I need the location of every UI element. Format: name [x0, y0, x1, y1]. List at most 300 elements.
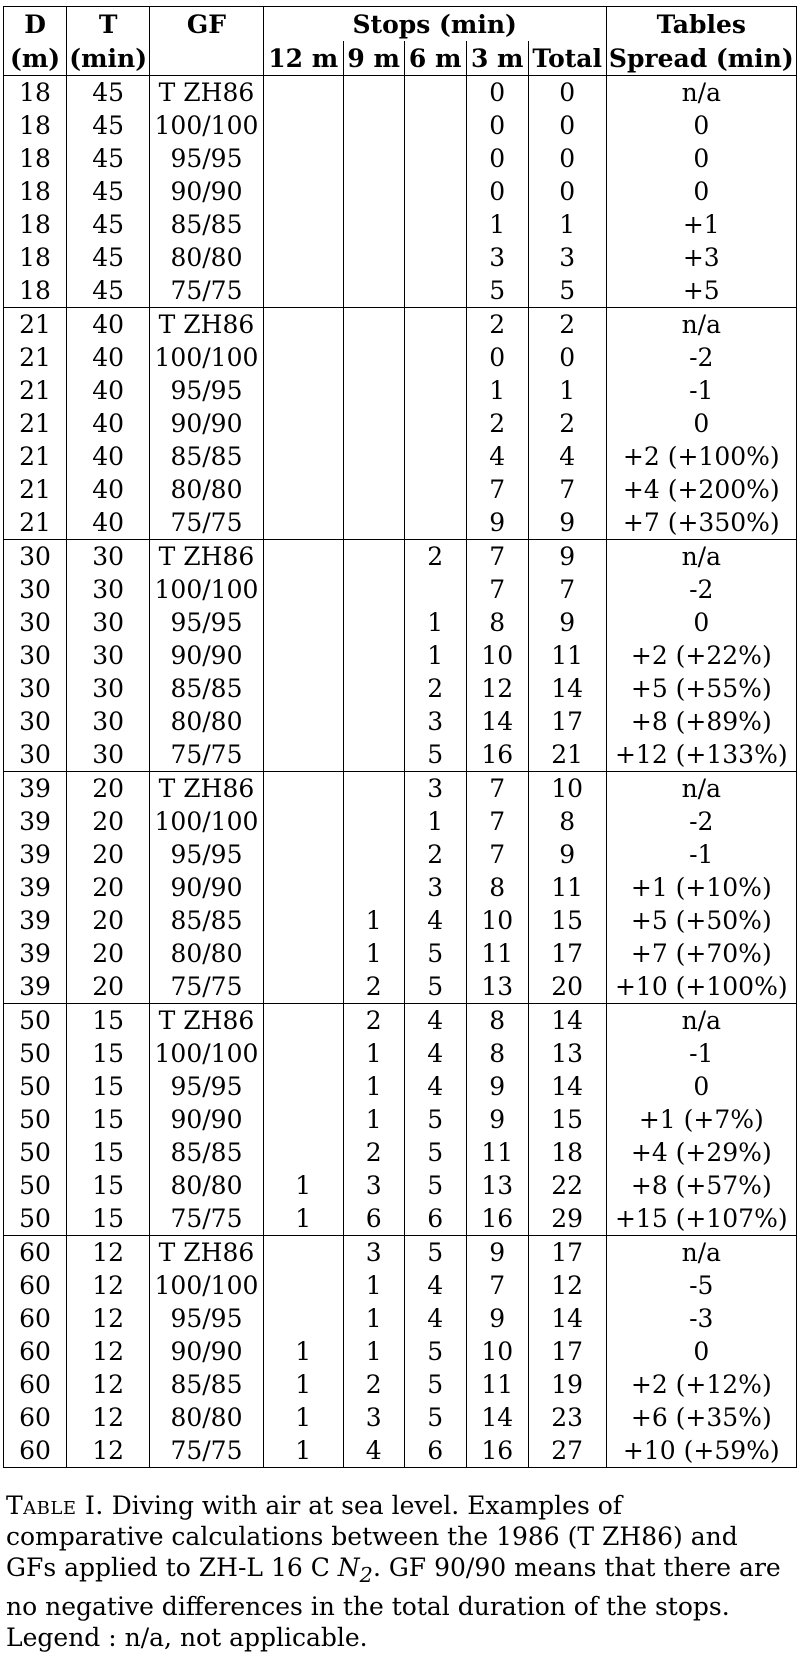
cell-spread: 0: [606, 407, 796, 440]
cell-stop-12m: [263, 374, 343, 407]
header-time: T: [67, 7, 150, 42]
cell-time: 40: [67, 440, 150, 473]
cell-time: 20: [67, 871, 150, 904]
cell-time: 12: [67, 1269, 150, 1302]
table-row: [4, 1335, 797, 1368]
cell-stop-12m: [263, 1236, 343, 1270]
cell-stop-6m: [404, 341, 466, 374]
cell-time: 12: [67, 1401, 150, 1434]
cell-stop-3m: 16: [466, 1434, 528, 1468]
cell-stop-3m: 8: [466, 871, 528, 904]
cell-stop-12m: [263, 208, 343, 241]
table-row: [4, 142, 797, 175]
cell-stop-9m: 2: [343, 970, 404, 1004]
caption-text-before: Diving with air at sea level. Examples of comparative calculations between the 1986 (T ZH86) and GFs applied to ZH-L 16 C: [6, 1491, 738, 1582]
cell-stop-9m: [343, 208, 404, 241]
table-body: [4, 76, 797, 1468]
cell-stop-9m: [343, 705, 404, 738]
cell-total: 11: [528, 871, 606, 904]
cell-stop-12m: [263, 639, 343, 672]
cell-stop-9m: [343, 341, 404, 374]
cell-gf: T ZH86: [150, 772, 264, 806]
table-row: [4, 1004, 797, 1038]
cell-stop-12m: 1: [263, 1434, 343, 1468]
cell-gf: 100/100: [150, 1037, 264, 1070]
cell-stop-3m: 7: [466, 473, 528, 506]
cell-stop-3m: 9: [466, 1302, 528, 1335]
cell-stop-3m: 16: [466, 738, 528, 772]
cell-stop-6m: 3: [404, 705, 466, 738]
cell-stop-12m: [263, 871, 343, 904]
header-stop-3m: 3 m: [466, 41, 528, 76]
cell-depth: 50: [4, 1202, 67, 1236]
cell-total: 20: [528, 970, 606, 1004]
cell-depth: 21: [4, 374, 67, 407]
cell-gf: 85/85: [150, 208, 264, 241]
cell-total: 14: [528, 1004, 606, 1038]
cell-stop-3m: 9: [466, 506, 528, 540]
table-row: [4, 1070, 797, 1103]
cell-depth: 39: [4, 838, 67, 871]
table-row: [4, 175, 797, 208]
cell-depth: 21: [4, 440, 67, 473]
cell-gf: 75/75: [150, 506, 264, 540]
cell-total: 9: [528, 606, 606, 639]
cell-total: 1: [528, 374, 606, 407]
cell-gf: 95/95: [150, 142, 264, 175]
cell-depth: 50: [4, 1037, 67, 1070]
cell-gf: T ZH86: [150, 76, 264, 110]
cell-stop-12m: [263, 1037, 343, 1070]
cell-total: 13: [528, 1037, 606, 1070]
cell-spread: +5: [606, 274, 796, 308]
cell-time: 30: [67, 606, 150, 639]
cell-stop-3m: 14: [466, 1401, 528, 1434]
table-row: [4, 573, 797, 606]
cell-stop-12m: [263, 672, 343, 705]
table-row: [4, 1269, 797, 1302]
cell-stop-6m: 5: [404, 1335, 466, 1368]
cell-stop-3m: 7: [466, 540, 528, 574]
cell-depth: 21: [4, 506, 67, 540]
cell-stop-6m: 5: [404, 970, 466, 1004]
cell-stop-3m: 3: [466, 241, 528, 274]
cell-depth: 21: [4, 341, 67, 374]
cell-spread: n/a: [606, 1236, 796, 1270]
cell-stop-9m: [343, 573, 404, 606]
table-row: [4, 606, 797, 639]
header-spread: Spread (min): [606, 41, 796, 76]
table-row: [4, 1401, 797, 1434]
cell-spread: +2 (+100%): [606, 440, 796, 473]
table-container: [3, 6, 797, 1468]
cell-total: 14: [528, 1302, 606, 1335]
cell-gf: 100/100: [150, 109, 264, 142]
cell-total: 17: [528, 1236, 606, 1270]
cell-spread: 0: [606, 142, 796, 175]
cell-stop-3m: 1: [466, 374, 528, 407]
cell-stop-9m: 3: [343, 1169, 404, 1202]
cell-depth: 21: [4, 308, 67, 342]
cell-time: 12: [67, 1368, 150, 1401]
cell-stop-12m: [263, 308, 343, 342]
cell-gf: 75/75: [150, 738, 264, 772]
table-row: [4, 738, 797, 772]
cell-stop-12m: 1: [263, 1169, 343, 1202]
cell-spread: +2 (+12%): [606, 1368, 796, 1401]
cell-stop-9m: [343, 738, 404, 772]
table-row: [4, 1202, 797, 1236]
cell-spread: +10 (+59%): [606, 1434, 796, 1468]
cell-time: 15: [67, 1004, 150, 1038]
cell-depth: 30: [4, 738, 67, 772]
cell-stop-6m: [404, 573, 466, 606]
cell-gf: 80/80: [150, 705, 264, 738]
cell-stop-6m: 5: [404, 1169, 466, 1202]
cell-stop-6m: 1: [404, 606, 466, 639]
cell-stop-3m: 14: [466, 705, 528, 738]
cell-stop-12m: 1: [263, 1368, 343, 1401]
cell-time: 20: [67, 838, 150, 871]
table-row: [4, 109, 797, 142]
cell-spread: +5 (+55%): [606, 672, 796, 705]
cell-stop-6m: 4: [404, 1037, 466, 1070]
cell-stop-9m: 1: [343, 1302, 404, 1335]
table-row: [4, 374, 797, 407]
caption-text-after: . GF 90/90 means that there are no negative differences in the total duration of the stops. Legend : n/a, not applicable.: [6, 1553, 781, 1652]
cell-spread: +1 (+7%): [606, 1103, 796, 1136]
cell-stop-9m: 6: [343, 1202, 404, 1236]
cell-stop-9m: 1: [343, 1070, 404, 1103]
cell-gf: 90/90: [150, 1103, 264, 1136]
cell-depth: 30: [4, 672, 67, 705]
cell-total: 11: [528, 639, 606, 672]
cell-total: 19: [528, 1368, 606, 1401]
cell-total: 29: [528, 1202, 606, 1236]
cell-depth: 18: [4, 109, 67, 142]
table-row: [4, 1236, 797, 1270]
cell-stop-3m: 2: [466, 407, 528, 440]
cell-total: 2: [528, 407, 606, 440]
cell-stop-3m: 5: [466, 274, 528, 308]
cell-stop-12m: 1: [263, 1401, 343, 1434]
cell-spread: 0: [606, 109, 796, 142]
cell-stop-6m: [404, 76, 466, 110]
cell-stop-12m: [263, 772, 343, 806]
cell-total: 21: [528, 738, 606, 772]
cell-spread: +4 (+29%): [606, 1136, 796, 1169]
header-depth: D: [4, 7, 67, 42]
cell-depth: 39: [4, 772, 67, 806]
cell-stop-9m: [343, 506, 404, 540]
table-row: [4, 639, 797, 672]
cell-stop-9m: [343, 838, 404, 871]
cell-stop-9m: [343, 805, 404, 838]
cell-depth: 50: [4, 1169, 67, 1202]
cell-stop-12m: [263, 241, 343, 274]
cell-gf: 100/100: [150, 341, 264, 374]
cell-stop-6m: [404, 142, 466, 175]
cell-stop-9m: [343, 274, 404, 308]
cell-stop-9m: [343, 109, 404, 142]
cell-spread: +4 (+200%): [606, 473, 796, 506]
cell-spread: +8 (+89%): [606, 705, 796, 738]
cell-stop-6m: 5: [404, 738, 466, 772]
cell-total: 5: [528, 274, 606, 308]
cell-stop-3m: 13: [466, 970, 528, 1004]
header-tables: Tables: [606, 7, 796, 42]
table-row: [4, 1302, 797, 1335]
cell-time: 45: [67, 175, 150, 208]
cell-gf: 95/95: [150, 374, 264, 407]
cell-stop-9m: [343, 374, 404, 407]
cell-stop-6m: [404, 241, 466, 274]
cell-total: 1: [528, 208, 606, 241]
cell-spread: n/a: [606, 308, 796, 342]
cell-stop-12m: [263, 1302, 343, 1335]
cell-stop-9m: 1: [343, 1037, 404, 1070]
cell-gf: 90/90: [150, 407, 264, 440]
cell-gf: 85/85: [150, 1368, 264, 1401]
cell-spread: +2 (+22%): [606, 639, 796, 672]
cell-stop-12m: [263, 274, 343, 308]
cell-stop-12m: [263, 1136, 343, 1169]
cell-gf: 100/100: [150, 805, 264, 838]
table-row: [4, 937, 797, 970]
table-row: [4, 506, 797, 540]
cell-stop-6m: 5: [404, 1236, 466, 1270]
cell-time: 20: [67, 970, 150, 1004]
cell-depth: 18: [4, 274, 67, 308]
header-stop-9m: 9 m: [343, 41, 404, 76]
cell-spread: -3: [606, 1302, 796, 1335]
cell-spread: 0: [606, 1070, 796, 1103]
cell-gf: 75/75: [150, 274, 264, 308]
cell-depth: 60: [4, 1236, 67, 1270]
cell-spread: -5: [606, 1269, 796, 1302]
cell-stop-9m: 1: [343, 1269, 404, 1302]
cell-time: 45: [67, 274, 150, 308]
cell-total: 12: [528, 1269, 606, 1302]
cell-stop-3m: 0: [466, 341, 528, 374]
cell-gf: 100/100: [150, 1269, 264, 1302]
cell-time: 40: [67, 341, 150, 374]
cell-depth: 50: [4, 1103, 67, 1136]
cell-spread: n/a: [606, 1004, 796, 1038]
cell-stop-12m: [263, 738, 343, 772]
cell-gf: T ZH86: [150, 308, 264, 342]
cell-total: 9: [528, 540, 606, 574]
cell-time: 40: [67, 407, 150, 440]
cell-time: 45: [67, 76, 150, 110]
cell-depth: 18: [4, 142, 67, 175]
table-row: [4, 208, 797, 241]
table-row: [4, 1434, 797, 1468]
cell-depth: 39: [4, 871, 67, 904]
cell-spread: -1: [606, 374, 796, 407]
cell-time: 30: [67, 738, 150, 772]
cell-depth: 30: [4, 573, 67, 606]
cell-stop-6m: 2: [404, 540, 466, 574]
cell-total: 17: [528, 1335, 606, 1368]
cell-stop-9m: [343, 241, 404, 274]
cell-total: 9: [528, 838, 606, 871]
cell-gf: 85/85: [150, 1136, 264, 1169]
cell-stop-6m: 6: [404, 1202, 466, 1236]
cell-time: 20: [67, 937, 150, 970]
cell-stop-12m: [263, 109, 343, 142]
cell-stop-9m: 3: [343, 1236, 404, 1270]
cell-stop-6m: [404, 440, 466, 473]
cell-stop-9m: [343, 308, 404, 342]
cell-time: 40: [67, 374, 150, 407]
cell-time: 15: [67, 1103, 150, 1136]
table-row: [4, 871, 797, 904]
cell-gf: 80/80: [150, 937, 264, 970]
cell-spread: n/a: [606, 540, 796, 574]
cell-stop-3m: 12: [466, 672, 528, 705]
table-row: [4, 473, 797, 506]
cell-stop-9m: [343, 142, 404, 175]
cell-stop-6m: 1: [404, 639, 466, 672]
cell-spread: +15 (+107%): [606, 1202, 796, 1236]
cell-time: 20: [67, 805, 150, 838]
cell-gf: 90/90: [150, 871, 264, 904]
cell-spread: +7 (+70%): [606, 937, 796, 970]
cell-depth: 21: [4, 407, 67, 440]
cell-depth: 50: [4, 1070, 67, 1103]
cell-stop-9m: [343, 440, 404, 473]
cell-stop-12m: [263, 1004, 343, 1038]
cell-stop-12m: [263, 407, 343, 440]
cell-total: 18: [528, 1136, 606, 1169]
cell-total: 7: [528, 473, 606, 506]
cell-gf: 85/85: [150, 440, 264, 473]
cell-spread: n/a: [606, 76, 796, 110]
cell-total: 0: [528, 175, 606, 208]
cell-time: 30: [67, 573, 150, 606]
cell-total: 10: [528, 772, 606, 806]
table-row: [4, 1136, 797, 1169]
cell-stop-9m: [343, 76, 404, 110]
header-gf: GF: [150, 7, 264, 42]
cell-stop-6m: 2: [404, 672, 466, 705]
cell-stop-3m: 9: [466, 1070, 528, 1103]
cell-total: 17: [528, 705, 606, 738]
cell-total: 9: [528, 506, 606, 540]
cell-depth: 50: [4, 1004, 67, 1038]
table-row: [4, 440, 797, 473]
table-row: [4, 772, 797, 806]
cell-gf: 75/75: [150, 970, 264, 1004]
cell-depth: 60: [4, 1335, 67, 1368]
cell-total: 2: [528, 308, 606, 342]
cell-stop-9m: 2: [343, 1368, 404, 1401]
cell-spread: -2: [606, 573, 796, 606]
table-row: [4, 805, 797, 838]
cell-time: 40: [67, 473, 150, 506]
cell-spread: +3: [606, 241, 796, 274]
cell-depth: 60: [4, 1434, 67, 1468]
cell-stop-12m: [263, 473, 343, 506]
cell-depth: 30: [4, 606, 67, 639]
cell-time: 45: [67, 142, 150, 175]
cell-depth: 18: [4, 175, 67, 208]
cell-time: 15: [67, 1169, 150, 1202]
table-row: [4, 407, 797, 440]
cell-stop-3m: 7: [466, 772, 528, 806]
cell-spread: 0: [606, 175, 796, 208]
cell-gf: 80/80: [150, 241, 264, 274]
cell-time: 30: [67, 540, 150, 574]
cell-depth: 21: [4, 473, 67, 506]
cell-stop-3m: 8: [466, 606, 528, 639]
cell-spread: -2: [606, 805, 796, 838]
cell-total: 0: [528, 76, 606, 110]
cell-gf: T ZH86: [150, 540, 264, 574]
cell-stop-6m: 4: [404, 1302, 466, 1335]
cell-gf: 75/75: [150, 1434, 264, 1468]
cell-depth: 50: [4, 1136, 67, 1169]
table-row: [4, 1103, 797, 1136]
cell-stop-3m: 11: [466, 1368, 528, 1401]
table-row: [4, 540, 797, 574]
table-row: [4, 838, 797, 871]
cell-spread: +1: [606, 208, 796, 241]
cell-total: 23: [528, 1401, 606, 1434]
dive-data-table: [3, 6, 797, 1468]
cell-stop-9m: [343, 540, 404, 574]
header-stop-6m: 6 m: [404, 41, 466, 76]
cell-stop-3m: 4: [466, 440, 528, 473]
cell-time: 15: [67, 1136, 150, 1169]
caption-label: Table I.: [6, 1491, 104, 1520]
table-row: [4, 76, 797, 110]
cell-spread: 0: [606, 606, 796, 639]
caption-n2-sub: 2: [359, 1563, 373, 1587]
cell-spread: +10 (+100%): [606, 970, 796, 1004]
cell-depth: 18: [4, 208, 67, 241]
cell-stop-12m: 1: [263, 1335, 343, 1368]
cell-stop-3m: 9: [466, 1103, 528, 1136]
cell-gf: T ZH86: [150, 1004, 264, 1038]
cell-stop-9m: [343, 871, 404, 904]
cell-stop-3m: 0: [466, 175, 528, 208]
cell-depth: 18: [4, 76, 67, 110]
cell-gf: 95/95: [150, 838, 264, 871]
header-time-unit: (min): [67, 41, 150, 76]
header-total: Total: [528, 41, 606, 76]
cell-time: 15: [67, 1202, 150, 1236]
cell-time: 45: [67, 241, 150, 274]
cell-total: 8: [528, 805, 606, 838]
table-row: [4, 241, 797, 274]
cell-stop-9m: [343, 639, 404, 672]
cell-stop-12m: [263, 805, 343, 838]
cell-stop-6m: [404, 274, 466, 308]
cell-stop-6m: 5: [404, 1103, 466, 1136]
cell-gf: 80/80: [150, 473, 264, 506]
cell-stop-9m: [343, 606, 404, 639]
cell-time: 15: [67, 1070, 150, 1103]
cell-gf: T ZH86: [150, 1236, 264, 1270]
cell-stop-6m: 5: [404, 1368, 466, 1401]
table-header: [4, 7, 797, 76]
cell-depth: 30: [4, 705, 67, 738]
table-row: [4, 970, 797, 1004]
cell-stop-12m: [263, 1103, 343, 1136]
cell-time: 12: [67, 1236, 150, 1270]
